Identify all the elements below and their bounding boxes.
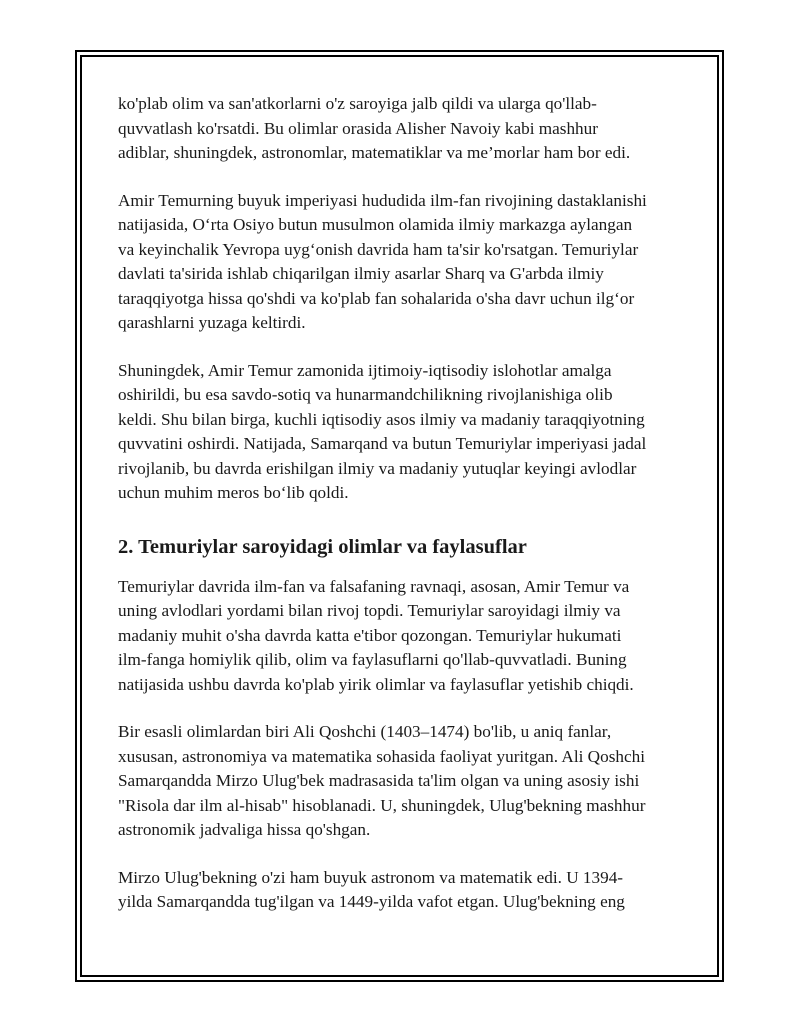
text-line: keldi. Shu bilan birga, kuchli iqtisodiy asos ilmiy va madaniy taraqqiyotning bbox=[118, 409, 645, 429]
paragraphs-top bbox=[118, 92, 678, 506]
text-line: madaniy muhit o'sha davrda katta e'tibor qozongan. Temuriylar hukumati bbox=[118, 625, 622, 645]
text-line: xususan, astronomiya va matematika sohasida faoliyat yuritgan. Ali Qoshchi bbox=[118, 746, 645, 766]
text-line: Temuriylar davrida ilm-fan va falsafaning ravnaqi, asosan, Amir Temur va bbox=[118, 576, 630, 596]
text-line: Shuningdek, Amir Temur zamonida ijtimoiy-iqtisodiy islohotlar amalga bbox=[118, 360, 612, 380]
paragraph bbox=[118, 866, 678, 915]
text-line: quvvatlash ko'rsatdi. Bu olimlar orasida Alisher Navoiy kabi mashhur bbox=[118, 118, 598, 138]
text-line: qarashlarni yuzaga keltirdi. bbox=[118, 313, 306, 332]
text-line: Bir esasli olimlardan biri Ali Qoshchi (1403–1474) bo'lib, u aniq fanlar, bbox=[118, 722, 612, 741]
text-line: natijasida ushbu davrda ko'plab yirik olimlar va faylasuflar yetishib chiqdi. bbox=[118, 674, 634, 694]
paragraph bbox=[118, 92, 678, 166]
paragraph bbox=[118, 189, 678, 336]
text-line: taraqqiyotga hissa qo'shdi va ko'plab fan sohalarida o'sha davr uchun ilg‘or bbox=[118, 288, 635, 308]
document-body bbox=[118, 92, 678, 938]
text-line: natijasida, O‘rta Osiyo butun musulmon olamida ilmiy markazga aylangan bbox=[118, 215, 633, 234]
paragraphs-bottom bbox=[118, 575, 678, 915]
text-line: va keyinchalik Yevropa uyg‘onish davrida ham ta'sir ko'rsatgan. Temuriylar bbox=[118, 239, 639, 259]
text-line: ko'plab olim va san'atkorlarni o'z saroyiga jalb qildi va ularga qo'llab- bbox=[118, 94, 597, 113]
text-line: "Risola dar ilm al-hisab" hisoblanadi. U, shuningdek, Ulug'bekning mashhur bbox=[118, 795, 646, 815]
text-line: Amir Temurning buyuk imperiyasi hududida ilm-fan rivojining dastaklanishi bbox=[118, 190, 647, 210]
text-line: oshirildi, bu esa savdo-sotiq va hunarmandchilikning rivojlanishiga olib bbox=[118, 385, 613, 404]
text-line: Samarqandda Mirzo Ulug'bek madrasasida ta'lim olgan va uning asosiy ishi bbox=[118, 771, 640, 790]
paragraph bbox=[118, 720, 678, 843]
text-line: yilda Samarqandda tug'ilgan va 1449-yilda vafot etgan. Ulug'bekning eng bbox=[118, 892, 625, 911]
text-line: uning avlodlari yordami bilan rivoj topdi. Temuriylar saroyidagi ilmiy va bbox=[118, 601, 621, 620]
text-line: davlati ta'sirida ishlab chiqarilgan ilmiy asarlar Sharq va G'arbda ilmiy bbox=[118, 264, 604, 283]
text-line: ilm-fanga homiylik qilib, olim va faylasuflarni qo'llab-quvvatladi. Buning bbox=[118, 650, 627, 669]
section-heading: 2. Temuriylar saroyidagi olimlar va faylasuflar bbox=[118, 535, 527, 558]
text-line: astronomik jadvaliga hissa qo'shgan. bbox=[118, 820, 371, 839]
text-line: uchun muhim meros bo‘lib qoldi. bbox=[118, 483, 349, 502]
text-line: quvvatini oshirdi. Natijada, Samarqand va butun Temuriylar imperiyasi jadal bbox=[118, 434, 647, 453]
paragraph bbox=[118, 359, 678, 506]
text-line: adiblar, shuningdek, astronomlar, matematiklar va me’morlar ham bor edi. bbox=[118, 143, 631, 162]
text-line: rivojlanib, bu davrda erishilgan ilmiy va madaniy yutuqlar keyingi avlodlar bbox=[118, 458, 637, 478]
text-line: Mirzo Ulug'bekning o'zi ham buyuk astronom va matematik edi. U 1394- bbox=[118, 867, 624, 887]
paragraph bbox=[118, 575, 678, 698]
